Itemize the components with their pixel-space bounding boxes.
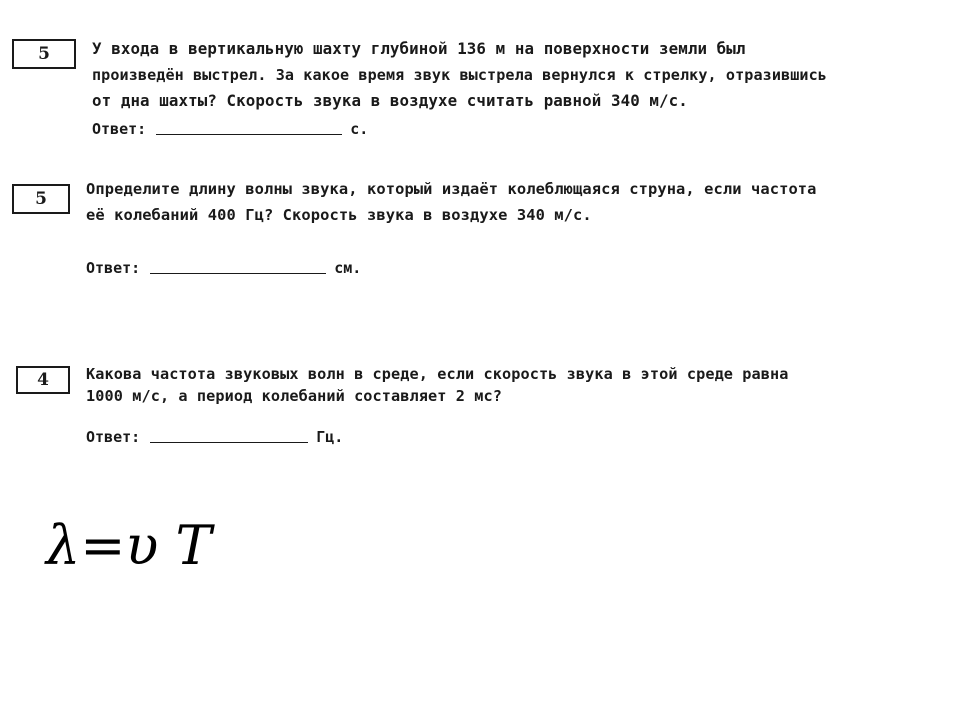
task-1-number-box: 5 (12, 39, 76, 69)
answer-unit: Гц. (316, 428, 344, 446)
wavelength-formula: λ=υ T (46, 514, 212, 577)
task-1-question-line: У входа в вертикальную шахту глубиной 136 м на поверхности земли был (92, 39, 746, 58)
task-3-number-box: 4 (16, 366, 70, 394)
answer-label: Ответ: (92, 120, 147, 138)
task-2-number-box: 5 (12, 184, 70, 214)
task-1-question-line: произведён выстрел. За какое время звук выстрела вернулся к стрелку, отразившись (92, 66, 827, 84)
task-3-question-line: Какова частота звуковых волн в среде, если скорость звука в этой среде равна (86, 365, 789, 383)
task-3-question (86, 363, 789, 407)
answer-label: Ответ: (86, 428, 141, 446)
task-1-answer (92, 120, 368, 138)
task-2-question (86, 176, 817, 228)
task-2-question-line: её колебаний 400 Гц? Скорость звука в воздухе 340 м/с. (86, 206, 592, 224)
task-3-answer (86, 428, 343, 446)
task-2-answer (86, 259, 361, 277)
answer-unit: с. (350, 120, 369, 138)
answer-blank[interactable] (150, 428, 308, 443)
answer-label: Ответ: (86, 259, 141, 277)
answer-blank[interactable] (156, 120, 342, 135)
task-1-question-line: от дна шахты? Скорость звука в воздухе считать равной 340 м/с. (92, 91, 688, 110)
answer-unit: см. (334, 259, 362, 277)
answer-blank[interactable] (150, 259, 326, 274)
task-2-question-line: Определите длину волны звука, который издаёт колеблющаяся струна, если частота (86, 180, 817, 198)
task-3-question-line: 1000 м/с, а период колебаний составляет 2 мс? (86, 387, 502, 405)
task-1-question (92, 36, 827, 114)
